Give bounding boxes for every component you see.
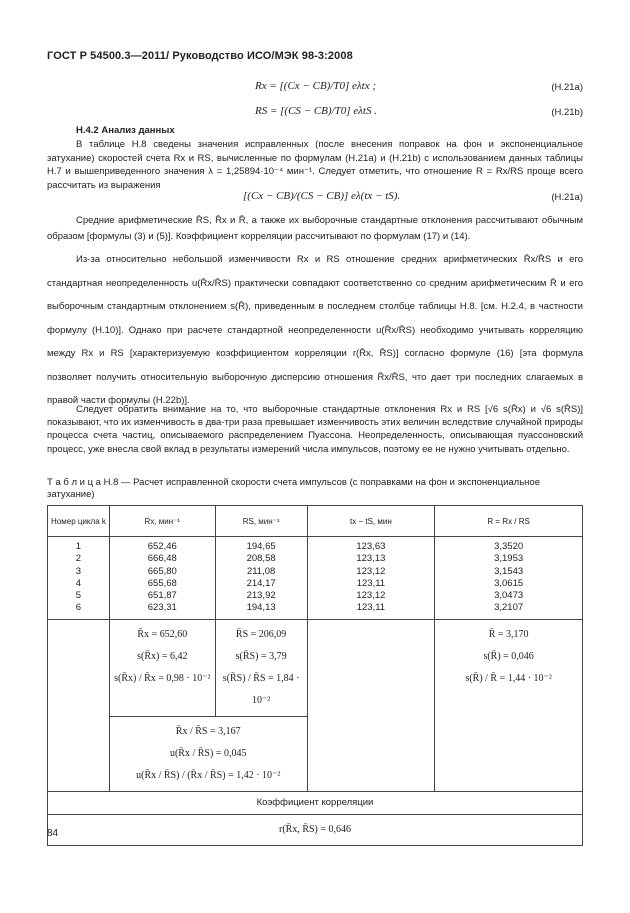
r-stats-cell [435,619,583,791]
time-diff-column [307,537,435,620]
table-data-block [48,537,583,620]
stat-rel-rx: s(R̄x) / R̄x = 0,98 · 10⁻² [114,672,211,684]
table-cell: 4 [75,577,82,589]
table-cell: 3 [75,565,82,577]
table-cell: 651,87 [147,590,177,602]
page-number: 84 [47,828,59,839]
empty-cell [48,619,110,791]
table-cell: 623,31 [147,602,177,614]
correlation-value: r(R̄x, R̄S) = 0,646 [48,814,583,845]
paragraph: Из-за относительно небольшой изменчивости Rx и RS отношение средних арифметических R̄x/R̄S и его стандартная неопределенность u(R̄x/R̄S) практически совпадают соответственно со средним арифметическим R̄ и его выборочным стандартным отклонением s(R̄), приведенным в последнем столбце таблицы H.8. [см. H.2.4, в частности формулу (H.10)]. Однако при расчете стандартной неопределенности u(R̄x/R̄S) необходимо учитывать корреляцию между Rx и RS [характеризуемую коэффициентом корреляции r(R̄x, R̄S)] согласно формуле (16) [эта формула позволяет получить относительную выборочную дисперсию отношения R̄x/R̄S, что дает три последних слагаемых в правой части формулы (H.22b)]. [47,254,583,406]
correlation-label: Коэффициент корреляции [48,791,583,814]
table-cell: 123,12 [356,590,386,602]
table-cell: 208,58 [246,553,276,565]
rs-stats-cell [215,619,307,716]
stat-mean-rs: R̄S = 206,09 [235,628,287,640]
formula-number: (H.21a) [551,82,583,93]
table-cell: 3,2107 [494,602,524,614]
table-cell: 211,08 [246,565,276,577]
table-stats-row [48,619,583,716]
rx-stats-cell [109,619,215,716]
table-cell: 123,11 [356,602,386,614]
table-cell: 666,48 [147,553,177,565]
ratio-stats-cell [109,716,307,791]
table-cell: 652,46 [147,541,177,552]
paragraph: В таблице H.8 сведены значения исправленных (после внесения поправок на фон и экспоненциальное затухание) скоростей счета Rx и RS, вычисленные по формулам (H.21a) и (H.21b) с использованием данных таблицы H.7 и вышеприведенного значения λ = 1,25894·10⁻⁴ мин⁻¹. Следует отметить, что отношение R = Rx/RS проще всего рассчитать из выражения [47,139,583,191]
table-cell: 194,65 [246,541,276,552]
table-cell: 3,3520 [494,541,524,552]
section-heading: H.4.2 Анализ данных [76,125,175,136]
table-cell: 3,0615 [494,577,524,589]
formula-ratio: [(Cx − CB)/(CS − CB)] eλ(tx − tS). [243,190,401,202]
data-table [47,505,583,846]
table-title: Т а б л и ц а H.8 — Расчет исправленной скорости счета импульсов (с поправками на фон и экспоненциальное затухание) [47,477,540,500]
table-cell: 194,13 [246,602,276,614]
column-header: Rx, мин⁻¹ [109,506,215,537]
stat-ratio-means: R̄x / R̄S = 3,167 [175,725,241,737]
table-cell: 3,0473 [494,590,524,602]
rs-column [215,537,307,620]
stat-sd-rs: s(R̄S) = 3,79 [235,650,287,662]
stat-ratio-rel-uncertainty: u(R̄x / R̄S) / (R̄x / R̄S) = 1,42 · 10⁻² [136,769,281,781]
formula-number: (H.21b) [551,107,583,118]
formula-h21b: RS = [(CS − CB)/T0] eλtS . [255,105,377,117]
stat-rel-rs: s(R̄S) / R̄S = 1,84 · 10⁻² [222,672,300,706]
rx-column [109,537,215,620]
table-cell: 123,13 [356,553,386,565]
formula-number: (H.21a) [551,192,583,203]
stat-mean-r: R̄ = 3,170 [488,628,529,640]
table-header-row [48,506,583,537]
table-cell: 213,92 [246,590,276,602]
table-cell: 665,80 [147,565,177,577]
table-cell: 123,63 [356,541,386,552]
table-corr-label-row [48,791,583,814]
formula-h21a: Rx = [(Cx − CB)/T0] eλtx ; [255,80,377,92]
table-cell: 5 [75,590,82,602]
table-cell: 2 [75,553,82,565]
column-header: R = Rx / RS [435,506,583,537]
cycle-number-column [48,537,110,620]
table-cell: 123,12 [356,565,386,577]
column-header: Номер цикла k [48,506,110,537]
stat-mean-rx: R̄x = 652,60 [137,628,188,640]
table-cell: 655,68 [147,577,177,589]
empty-cell [307,619,435,791]
stat-ratio-uncertainty: u(R̄x / R̄S) = 0,045 [169,747,247,759]
ratio-column [435,537,583,620]
table-cell: 6 [75,602,82,614]
table-cell: 3,1543 [494,565,524,577]
table-cell: 123,11 [356,577,386,589]
paragraph: Средние арифметические R̄S, R̄x и R̄, а также их выборочные стандартные отклонения рассчитывают обычным образом [формулы (3) и (5)]. Коэффициент корреляции рассчитывают по формулам (17) и (14). [47,215,583,242]
stat-sd-r: s(R̄) = 0,046 [483,650,534,662]
stat-sd-rx: s(R̄x) = 6,42 [137,650,188,662]
column-header: tx − tS, мин [307,506,435,537]
paragraph: Следует обратить внимание на то, что выборочные стандартные отклонения Rx и RS [√6 s(R̄x) и √6 s(R̄S)] показывают, что их изменчивость в два-три раза превышает изменчивость этих величин вследствие случайной природы процесса счета частиц, описываемого распределением Пуассона. Неопределенность, описывающая пуассоновский процесс, уже внесла свой вклад в результаты измерений числа импульсов, поэтому ее не нужно учитывать отдельно. [47,404,583,455]
table-cell: 3,1953 [494,553,524,565]
page-header: ГОСТ Р 54500.3—2011/ Руководство ИСО/МЭК 98-3:2008 [47,50,353,62]
table-corr-value-row [48,814,583,845]
table-cell: 1 [75,541,82,552]
table-cell: 214,17 [246,577,276,589]
stat-rel-r: s(R̄) / R̄ = 1,44 · 10⁻² [465,672,552,684]
column-header: RS, мин⁻¹ [215,506,307,537]
